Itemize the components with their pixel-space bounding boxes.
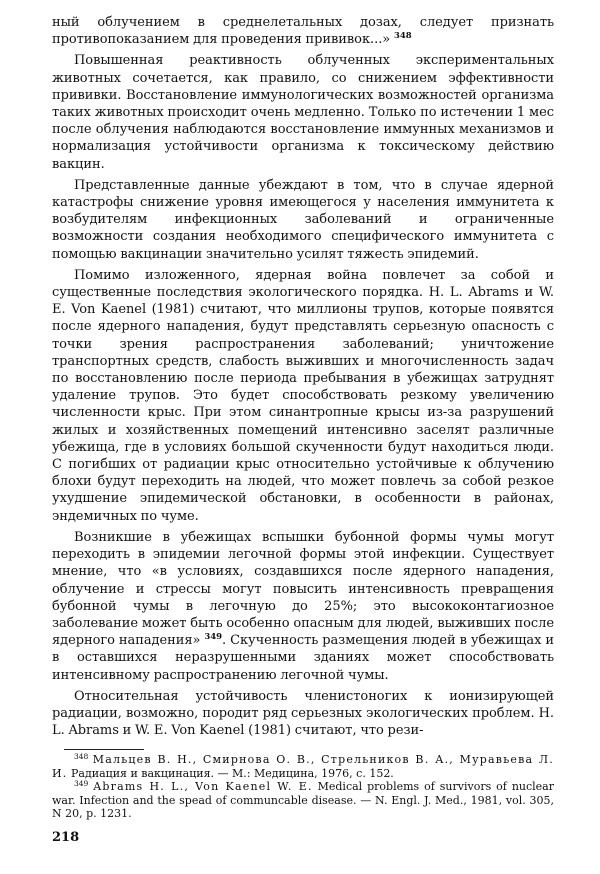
footnote (52, 780, 554, 821)
paragraph: Возникшие в убежищах вспышки бубонной формы чумы могут переходить в эпидемии легочной формы этой инфекции. Существует мнение, что «в условиях, создавшихся после ядерного нападения, облучение и стрессы могут повысить интенсивность превращения бубонной чумы в легочную до 25%; это высококонтагиозное заболевание может быть особенно опасным для людей, выживших после ядерного нападения» $^{349}$. Скученность размещения людей в убежищах и в оставшихся неразрушенными зданиях может способствовать интенсивному распространению легочной чумы. (52, 529, 554, 683)
footnote-text: Радиация и вакцинация. — М.: Медицина, 1976, с. 152. (71, 766, 394, 780)
paragraph: Помимо изложенного, ядерная война повлечет за собой и существенные последствия экологического порядка. H. L. Abrams и W. E. Von Kaenel (1981) считают, что миллионы трупов, которые появятся после ядерного нападения, будут представлять серьезную опасность с точки зрения распространения заболеваний; уничтожение транспортных средств, слабость выживших и многочисленность задач по восстановлению после периода пребывания в убежищах затруднят удаление трупов. Это будет способствовать резкому увеличению численности крыс. При этом синантропные крысы из-за разрушений жилых и хозяйственных помещений интенсивно заселят различные убежища, где в условиях большой скученности будут находиться люди. С погибших от радиации крыс относительно устойчивые к облучению блохи будут переходить на людей, что может повлечь за собой резкое ухудшение эпидемической обстановки, в особенности в районах, эндемичных по чуме. (52, 267, 554, 524)
paragraph: Относительная устойчивость членистоногих к ионизирующей радиации, возможно, породит ряд серьезных экологических проблем. H. L. Abrams и W. E. Von Kaenel (1981) считают, что рези- (52, 688, 554, 739)
footnote-ref: 348 (393, 31, 412, 42)
footnote-ref: 349 (204, 632, 223, 643)
paragraph: Повышенная реактивность облученных экспериментальных животных сочетается, как правило, со снижением эффективности прививки. Восстановление иммунологических возможностей организма таких животных происходит очень медленно. Только по истечении 1 мес после облучения наблюдаются восстановление иммунных механизмов и нормализация устойчивости организма к токсическому действию вакцин. (52, 53, 554, 172)
paragraph: ный облучением в среднелетальных дозах, следует признать противопоказанием для проведения прививок...» $^{348}$ (52, 15, 554, 48)
footnote-text: Medical problems of survivors of nuclear war. Infection and the spead of communcable disease. — N. Engl. J. Med., 1981, vol. 305, N 20, p. 1231. (52, 780, 554, 821)
footnote (52, 753, 554, 780)
footnote-number: 348 (74, 752, 89, 762)
footnote-authors: Мальцев В. Н., Смирнова О. В., Стрельников В. А., Муравьева Л. И. (52, 753, 554, 780)
footnotes (52, 753, 554, 821)
body-text (52, 14, 554, 739)
page-number: 218 (52, 830, 80, 845)
footnote-authors: Abrams H. L., Von Kaenel W. E. (93, 780, 313, 794)
footnote-number: 349 (74, 779, 89, 789)
paragraph: Представленные данные убеждают в том, что в случае ядерной катастрофы снижение уровня имеющегося у населения иммунитета к возбудителям инфекционных заболеваний и ограниченные возможности создания необходимого специфического иммунитета с помощью вакцинации значительно усилят тяжесть эпидемий. (52, 177, 554, 262)
footnote-divider (64, 749, 144, 750)
